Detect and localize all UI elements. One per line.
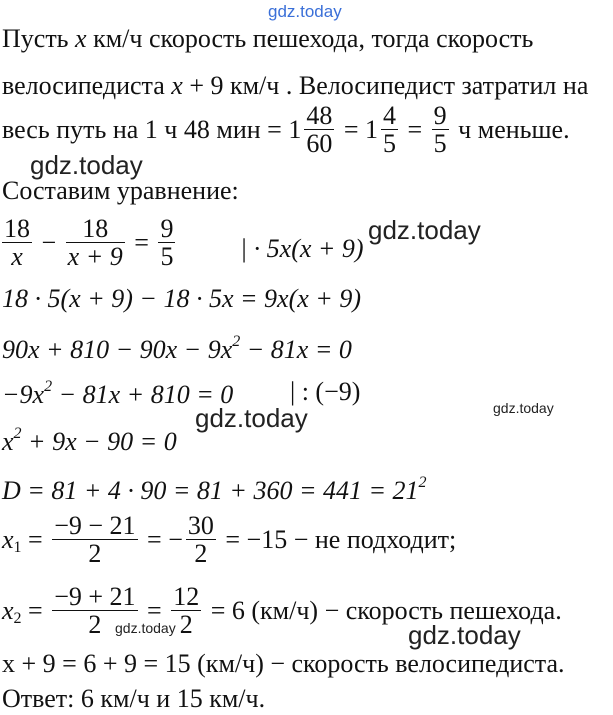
equation-2: 18 · 5(x + 9) − 18 · 5x = 9x(x + 9): [2, 284, 361, 313]
fraction-18-x9: $\frac{18}{x + 9}$: [67, 214, 123, 272]
equation-4: $-9x^2 - 81x + 810 = 0$: [2, 378, 234, 409]
equation-root-1: $x_1$ = $\frac{-9 - 21}{2}$ = − $\frac{30}{2}$ = −15 − не подходит;: [2, 511, 457, 569]
fraction-48-60: $\frac{48}{60}$: [306, 101, 333, 159]
fraction-4-5: $\frac{4}{5}$: [383, 101, 396, 159]
text-line-1: Пусть x км/ч скорость пешехода, тогда скорость: [2, 24, 534, 53]
watermark: gdz.today: [115, 620, 176, 636]
fraction-18-x: $\frac{18}{x}$: [4, 214, 30, 272]
text-line-4: Составим уравнение:: [2, 176, 239, 205]
fraction-30-2: $\frac{30}{2}$: [187, 511, 214, 569]
fraction-root-1: $\frac{-9 - 21}{2}$: [54, 511, 136, 569]
equation-cyclist-speed: x + 9 = 6 + 9 = 15 (км/ч) − скорость велосипедиста.: [2, 649, 565, 678]
watermark-top: gdz.today: [268, 2, 342, 21]
equation-6-discriminant: $D = 81 + 4 \cdot 90 = 81 + 360 = 441 = 21^2$: [2, 474, 427, 505]
fraction-9-5: $\frac{9}{5}$: [433, 101, 447, 159]
text-line-2: велосипедиста x + 9 км/ч . Велосипедист затратил на: [2, 71, 589, 100]
equation-root-2: $x_2$ = $\frac{-9 + 21}{2}$ = $\frac{12}{2}$ = 6 (км/ч) − скорость пешехода.: [2, 582, 562, 640]
fraction-root-2: $\frac{-9 + 21}{2}$: [54, 582, 136, 640]
equation-1: $\frac{18}{x}$ − $\frac{18}{x + 9}$ = $\frac{9}{5}$: [4, 214, 174, 272]
equation-1-multiplier: | · 5x(x + 9): [240, 234, 364, 263]
watermark: gdz.today: [408, 620, 521, 650]
watermark: gdz.today: [30, 150, 143, 180]
equation-5: $x^2 + 9x - 90 = 0$: [2, 425, 177, 456]
equation-3: $90x + 810 - 90x - 9x^2 - 81x = 0$: [2, 333, 352, 364]
watermark: gdz.today: [368, 215, 481, 245]
equation-4-divisor: | : (−9): [290, 377, 361, 406]
fraction-9-5: $\frac{9}{5}$: [160, 214, 174, 272]
watermark: gdz.today: [195, 403, 308, 433]
text-line-3: весь путь на 1 ч 48 мин = 1 $\frac{48}{60}$ = 1 $\frac{4}{5}$ = $\frac{9}{5}$ ч меньше.: [2, 101, 570, 159]
answer-line: Ответ: 6 км/ч и 15 км/ч.: [2, 684, 266, 713]
watermark: gdz.today: [493, 400, 554, 416]
fraction-12-2: $\frac{12}{2}$: [173, 582, 200, 640]
